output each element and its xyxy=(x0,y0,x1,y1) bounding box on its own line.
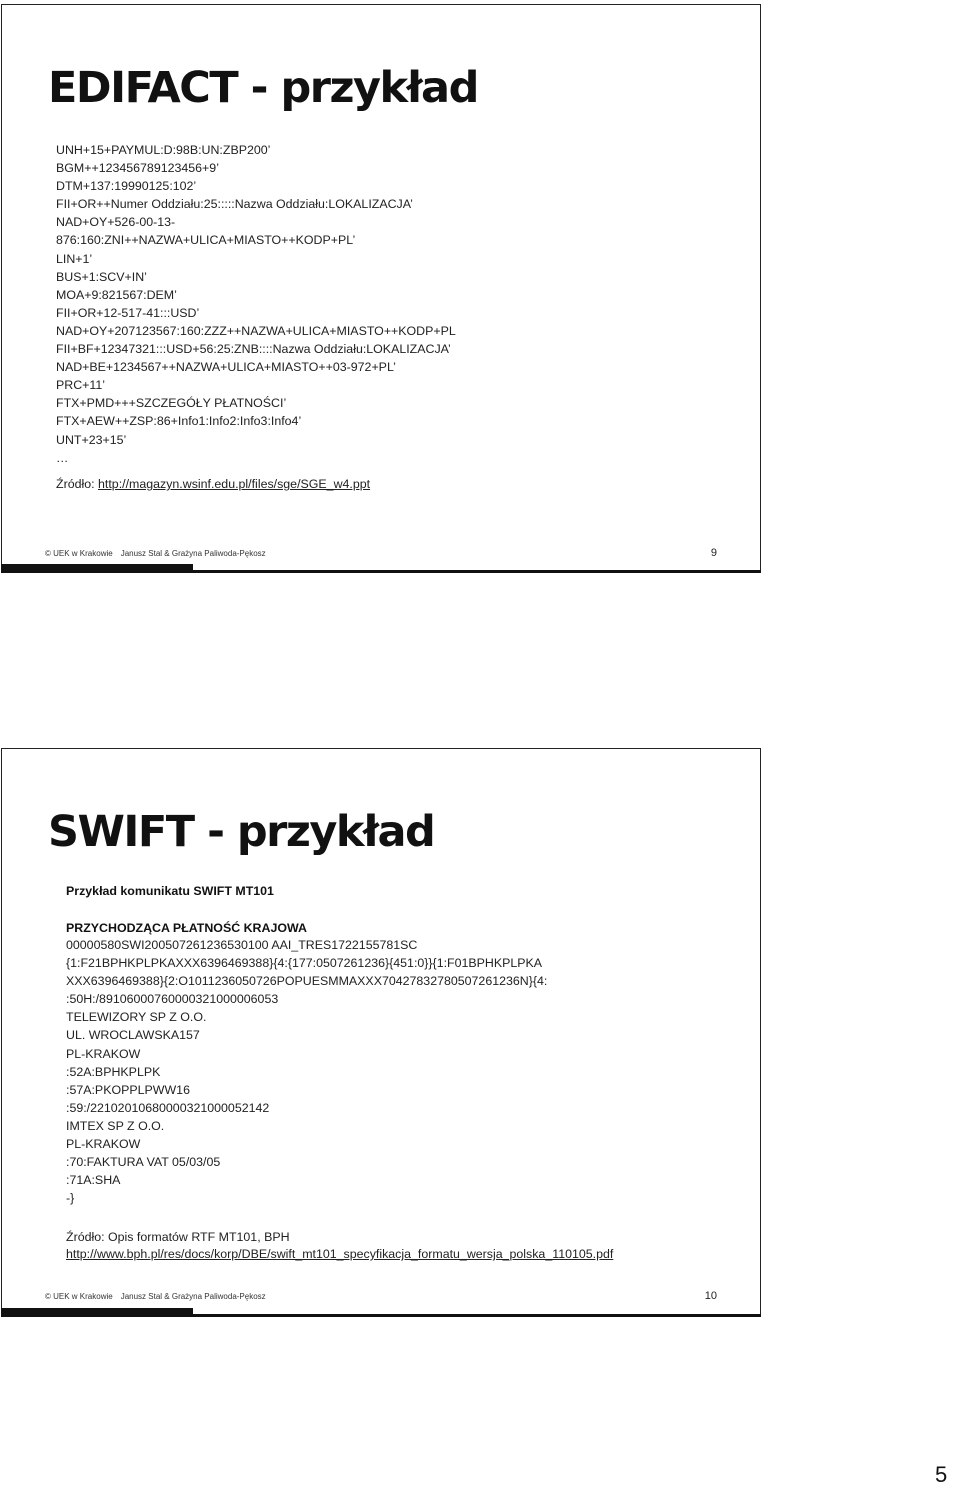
slide-footer xyxy=(45,549,266,558)
footer-authors: Janusz Stal & Grażyna Paliwoda-Pękosz xyxy=(120,1292,266,1301)
code-line: PL-KRAKOW xyxy=(66,1046,141,1061)
code-line: FTX+AEW++ZSP:86+Info1:Info2:Info3:Info4’ xyxy=(56,414,302,429)
source-line xyxy=(56,477,370,491)
code-line: FII+OR+12-517-41:::USD’ xyxy=(56,305,200,320)
footer-divider xyxy=(193,570,761,573)
code-line: FTX+PMD+++SZCZEGÓŁY PŁATNOŚCI’ xyxy=(56,396,287,411)
code-line: BUS+1:SCV+IN’ xyxy=(56,269,147,284)
code-line: NAD+OY+526-00-13- xyxy=(56,215,176,230)
section-heading: PRZYCHODZĄCA PŁATNOŚĆ KRAJOWA xyxy=(66,921,307,935)
code-line: FII+OR++Numer Oddziału:25:::::Nazwa Oddziału:LOKALIZACJA’ xyxy=(56,197,413,212)
document-page-number: 5 xyxy=(935,1462,948,1487)
slide-page-number: 9 xyxy=(710,547,717,559)
source-block xyxy=(66,1229,613,1263)
code-line: UL. WROCLAWSKA157 xyxy=(66,1028,200,1043)
code-line: :57A:PKOPPLPWW16 xyxy=(66,1082,190,1097)
code-line: :52A:BPHKPLPK xyxy=(66,1064,161,1079)
swift-message-lines xyxy=(66,936,547,1207)
source-label: Źródło: xyxy=(56,477,95,491)
footer-bar xyxy=(1,1308,193,1317)
code-line: :50H:/89106000760000321000006053 xyxy=(66,992,279,1007)
code-line: :59:/22102010680000321000052142 xyxy=(66,1100,270,1115)
code-line: … xyxy=(56,450,69,465)
slide-page-number: 10 xyxy=(704,1290,717,1302)
code-line: :71A:SHA xyxy=(66,1173,121,1188)
source-label: Źródło: Opis formatów RTF MT101, BPH xyxy=(66,1230,290,1244)
slide-title: SWIFT - przykład xyxy=(48,807,435,857)
code-line: -} xyxy=(66,1191,75,1206)
footer-org: © UEK w Krakowie xyxy=(45,1292,113,1301)
code-line: MOA+9:821567:DEM’ xyxy=(56,287,177,302)
edifact-message-lines xyxy=(56,141,456,467)
code-line: XXX6396469388}{2:O1011236050726POPUESMMAXXX70427832780507261236N}{4: xyxy=(66,974,548,989)
code-line: UNH+15+PAYMUL:D:98B:UN:ZBP200’ xyxy=(56,143,271,157)
code-line: 00000580SWI200507261236530100 AAI_TRES1722155781SC xyxy=(66,938,418,952)
code-line: 876:160:ZNI++NAZWA+ULICA+MIASTO++KODP+PL’ xyxy=(56,233,356,248)
code-line: NAD+OY+207123567:160:ZZZ++NAZWA+ULICA+MIASTO++KODP+PL xyxy=(56,323,456,338)
footer-org: © UEK w Krakowie xyxy=(45,549,113,558)
code-line: {1:F21BPHKPLPKAXXX6396469388}{4:{177:0507261236}{451:0}}{1:F01BPHKPLPKA xyxy=(66,956,543,971)
code-line: NAD+BE+1234567++NAZWA+ULICA+MIASTO++03-972+PL’ xyxy=(56,360,396,375)
footer-divider xyxy=(193,1314,761,1317)
slide-footer xyxy=(45,1292,266,1301)
code-line: BGM++123456789123456+9’ xyxy=(56,161,219,176)
code-line: LIN+1’ xyxy=(56,251,93,266)
code-line: IMTEX SP Z O.O. xyxy=(66,1118,165,1133)
slide-title: EDIFACT - przykład xyxy=(48,63,478,113)
source-link[interactable]: http://magazyn.wsinf.edu.pl/files/sge/SGE_w4.ppt xyxy=(98,477,371,491)
source-link[interactable]: http://www.bph.pl/res/docs/korp/DBE/swift_mt101_specyfikacja_formatu_wersja_polska_110105.pdf xyxy=(66,1247,614,1261)
slide-subtitle: Przykład komunikatu SWIFT MT101 xyxy=(66,884,274,898)
code-line: UNT+23+15’ xyxy=(56,432,127,447)
code-line: PL-KRAKOW xyxy=(66,1137,141,1152)
code-line: FII+BF+12347321:::USD+56:25:ZNB::::Nazwa Oddziału:LOKALIZACJA’ xyxy=(56,342,451,357)
code-line: :70:FAKTURA VAT 05/03/05 xyxy=(66,1155,221,1170)
footer-bar xyxy=(1,564,193,573)
code-line: PRC+11’ xyxy=(56,378,106,393)
code-line: TELEWIZORY SP Z O.O. xyxy=(66,1010,207,1025)
slide-swift xyxy=(1,748,761,1317)
slide-edifact xyxy=(1,4,761,573)
footer-authors: Janusz Stal & Grażyna Paliwoda-Pękosz xyxy=(120,549,266,558)
code-line: DTM+137:19990125:102’ xyxy=(56,179,197,194)
